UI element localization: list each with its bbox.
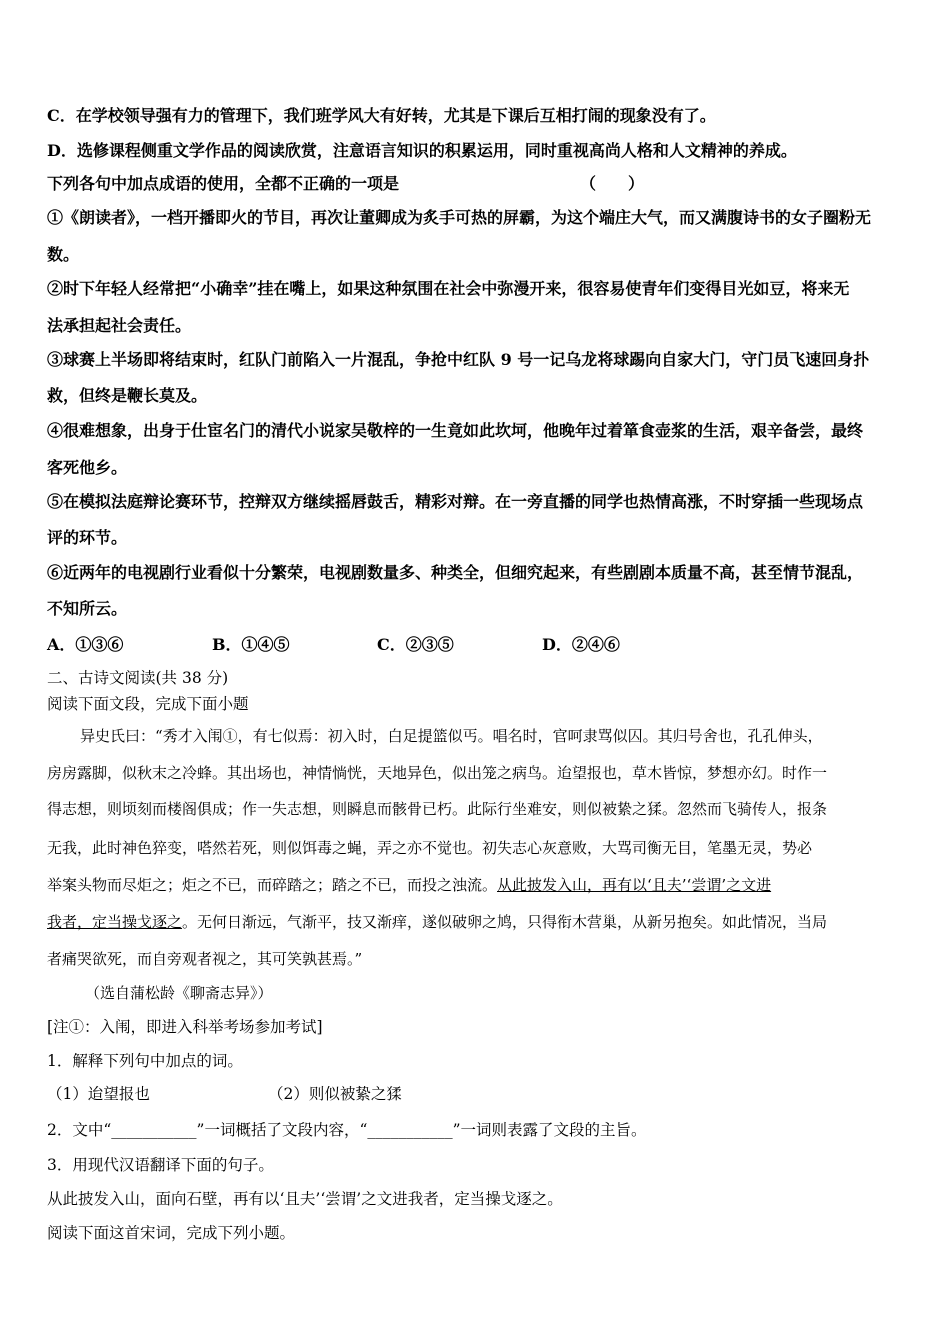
answer-option-b: B．①④⑤ (212, 635, 290, 654)
sentence-4-line-2: 客死他乡。 (47, 458, 128, 477)
question-1-item-2: （2）则似被絷之猱 (268, 1085, 402, 1103)
passage-line-6-plain: 。无何日渐远，气渐平，技又渐痒，遂似破卵之鸠，只得衔木营巢，从新另抱矣。如此情况，当局 (182, 913, 828, 931)
next-section-intro: 阅读下面这首宋词，完成下列小题。 (47, 1224, 296, 1242)
answer-option-a: A．①③⑥ (47, 635, 124, 654)
section-intro: 阅读下面文段，完成下面小题 (47, 695, 249, 713)
sentence-2-line-2: 法承担起社会责任。 (47, 316, 192, 335)
passage-line-2: 房房露脚，似秋末之冷蜂。其出场也，神情惝恍，天地异色，似出笼之病鸟。迨望报也，草木皆惊，梦想亦幻。时作一 (47, 764, 828, 782)
answer-option-c: C．②③⑤ (377, 635, 454, 654)
question-stem: 下列各句中加点成语的使用，全都不正确的一项是 (47, 174, 400, 193)
sentence-1-line-1: ①《朗读者》，一档开播即火的节目，再次让董卿成为炙手可热的屏霸，为这个端庄大气，而又满腹诗书的女子圈粉无 (47, 208, 872, 227)
passage-line-3: 得志想，则顷刻而楼阁俱成；作一失志想，则瞬息而骸骨已朽。此际行坐难安，则似被絷之猱。忽然而飞骑传人，报条 (47, 800, 828, 818)
passage-note: [注①：入闱，即进入科举考场参加考试] (47, 1018, 323, 1036)
passage-line-7: 者痛哭欲死，而自旁观者视之，其可笑孰甚焉。” (47, 950, 363, 968)
question-1-item-1: （1）迨望报也 (47, 1085, 150, 1103)
question-3: 3．用现代汉语翻译下面的句子。 (47, 1156, 274, 1174)
sentence-6-line-1: ⑥近两年的电视剧行业看似十分繁荣，电视剧数量多、种类全，但细究起来，有些剧剧本质量不高，甚至情节混乱， (47, 563, 864, 582)
passage-line-6 (47, 911, 827, 932)
question-1: 1．解释下列句中加点的词。 (47, 1052, 243, 1070)
sentence-5-line-1: ⑤在模拟法庭辩论赛环节，控辩双方继续摇唇鼓舌，精彩对辩。在一旁直播的同学也热情高涨，不时穿插一些现场点 (47, 492, 864, 511)
sentence-1-line-2: 数。 (47, 245, 80, 264)
passage-source: （选自蒲松龄《聊斋志异》） (85, 984, 273, 1002)
passage-line-5-plain: 举案头物而尽炬之；炬之不已，而碎踏之；踏之不已，而投之浊流。 (47, 876, 498, 894)
sentence-3-line-1: ③球赛上半场即将结束时，红队门前陷入一片混乱，争抢中红队 9 号一记乌龙将球踢向自家大门，守门员飞速回身扑 (47, 350, 870, 369)
question-2: 2．文中“___________”一词概括了文段内容，“___________”一词则表露了文段的主旨。 (47, 1121, 647, 1139)
option-c-text: C．在学校领导强有力的管理下，我们班学风大有好转，尤其是下课后互相打闹的现象没有了。 (47, 106, 716, 125)
section-heading: 二、古诗文阅读(共 38 分) (47, 669, 229, 687)
sentence-6-line-2: 不知所云。 (47, 599, 128, 618)
sentence-3-line-2: 救，但终是鞭长莫及。 (47, 386, 208, 405)
passage-line-1: 异史氏曰：“秀才入闱①，有七似焉：初入时，白足提篮似丐。唱名时，官呵隶骂似囚。其归号舍也，孔孔伸头， (80, 727, 823, 745)
passage-line-4: 无我，此时神色猝变，嗒然若死，则似饵毒之蝇，弄之亦不觉也。初失志心灰意败，大骂司衡无目，笔墨无灵，势必 (47, 839, 813, 857)
underlined-sentence-end: 我者，定当操戈逐之 (47, 913, 183, 931)
answer-option-d: D．②④⑥ (542, 635, 620, 654)
sentence-2-line-1: ②时下年轻人经常把“小确幸”挂在嘴上，如果这种氛围在社会中弥漫开来，很容易使青年们变得目光如豆，将来无 (47, 279, 850, 298)
underlined-sentence-start: 从此披发入山，再有以‘且夫’‘尝谓’之文进 (497, 876, 772, 894)
sentence-5-line-2: 评的环节。 (47, 528, 128, 547)
question-3-sentence: 从此披发入山，面向石壁，再有以‘且夫’‘尝谓’之文进我者，定当操戈逐之。 (47, 1190, 563, 1208)
passage-line-5 (47, 874, 771, 895)
sentence-4-line-1: ④很难想象，出身于仕宦名门的清代小说家吴敬梓的一生竟如此坎坷，他晚年过着箪食壶浆的生活，艰辛备尝，最终 (47, 421, 864, 440)
option-d-text: D．选修课程侧重文学作品的阅读欣赏，注意语言知识的积累运用，同时重视高尚人格和人文精神的养成。 (47, 141, 797, 160)
answer-bracket: （ ） (580, 174, 645, 193)
